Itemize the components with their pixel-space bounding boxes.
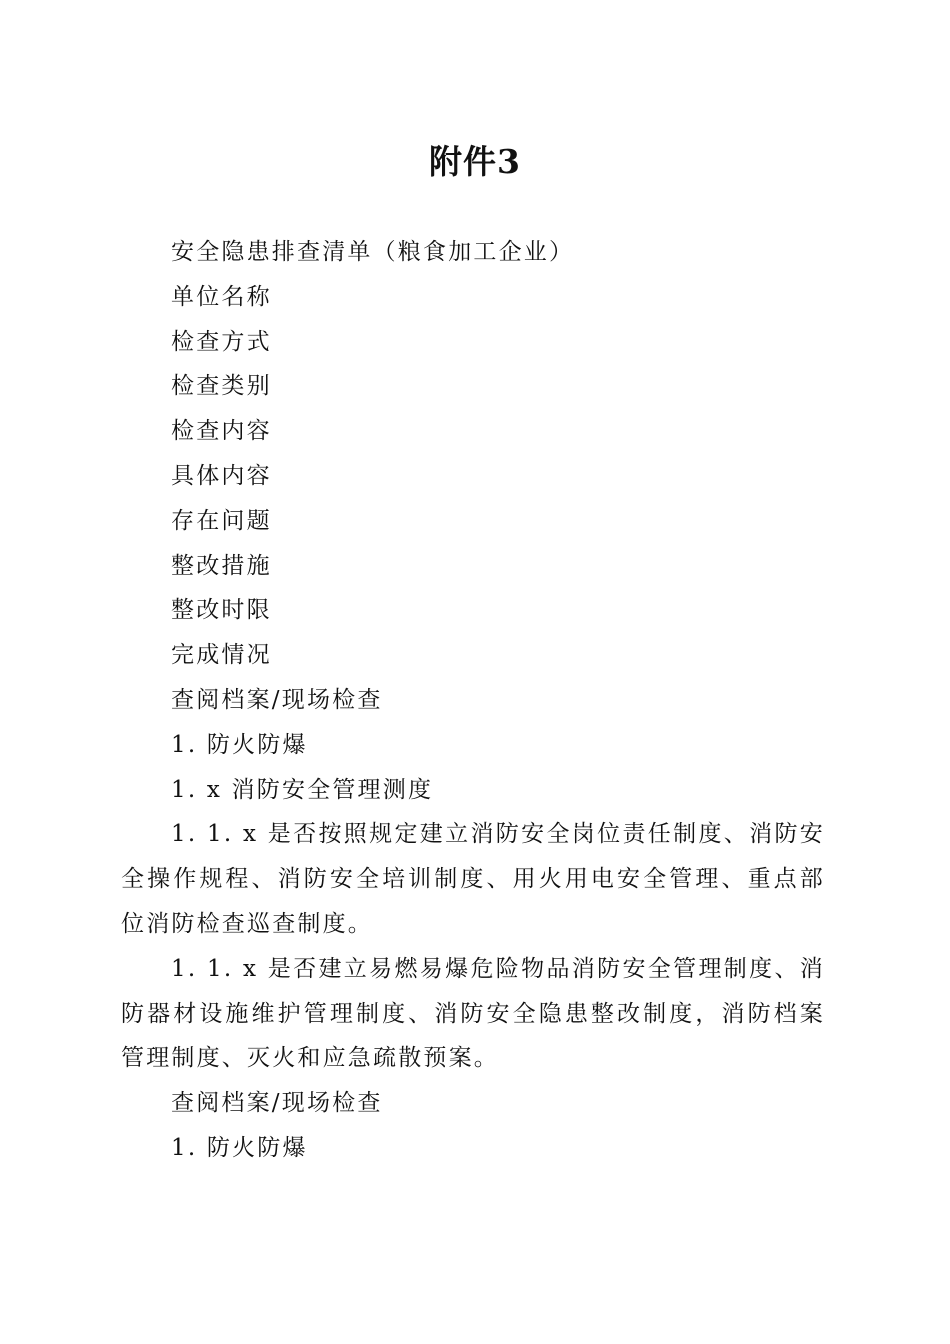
field-rectification-measures: 整改措施 [171, 552, 272, 579]
field-rectification-deadline: 整改时限 [171, 597, 272, 624]
document-title: 附件3 [429, 142, 521, 181]
category-fire-explosion: 1. 防火防爆 [171, 731, 308, 758]
category-fire-explosion-2: 1. 防火防爆 [171, 1134, 308, 1161]
field-inspection-category: 检查类别 [171, 373, 272, 400]
field-completion-status: 完成情况 [171, 642, 272, 669]
method-archive-site-check-2: 查阅档案/现场检查 [171, 1090, 383, 1117]
field-existing-problems: 存在问题 [171, 507, 272, 534]
document-body [121, 230, 825, 1171]
method-archive-site-check: 查阅档案/现场检查 [171, 686, 383, 713]
item-paragraph-2: 1. 1. x 是否建立易燃易爆危险物品消防安全管理制度、消防器材设施维护管理制度、消防安全隐患整改制度，消防档案管理制度、灭火和应急疏散预案。 [121, 955, 825, 1072]
field-specific-content: 具体内容 [171, 462, 272, 489]
field-unit-name: 单位名称 [171, 283, 272, 310]
field-inspection-content: 检查内容 [171, 418, 272, 445]
content-fire-safety-management: 1. x 消防安全管理测度 [171, 776, 434, 803]
field-inspection-method: 检查方式 [171, 328, 272, 355]
item-paragraph-1: 1. 1. x 是否按照规定建立消防安全岗位责任制度、消防安全操作规程、消防安全培训制度、用火用电安全管理、重点部位消防检查巡查制度。 [121, 821, 825, 937]
checklist-heading: 安全隐患排查清单（粮食加工企业） [171, 239, 575, 265]
